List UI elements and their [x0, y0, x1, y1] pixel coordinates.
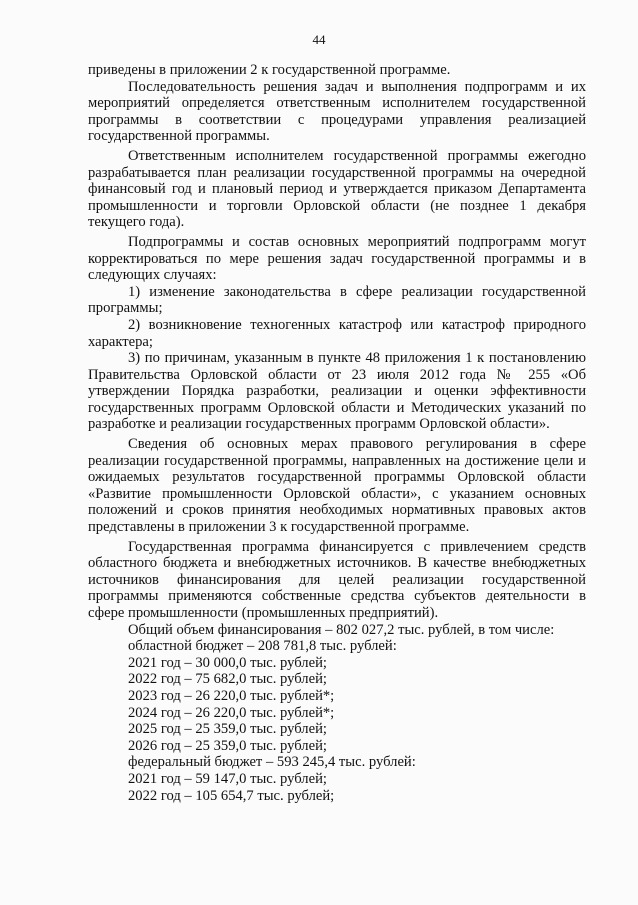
funding-line: 2021 год – 59 147,0 тыс. рублей;	[128, 770, 327, 787]
funding-line: 2026 год – 25 359,0 тыс. рублей;	[128, 737, 327, 754]
funding-line: областной бюджет – 208 781,8 тыс. рублей:	[128, 638, 397, 655]
paragraph: Государственная программа финансируется с привлечением средств областного бюджета и внебюджетных источников. В качестве внебюджетных источников финансирования для целей реализации государственной программы применяются собственные средства субъектов деятельности в сфере промышленности (промышленных предприятий).	[88, 538, 586, 621]
funding-line: 2023 год – 26 220,0 тыс. рублей*;	[128, 687, 335, 704]
list-item: 3) по причинам, указанным в пункте 48 приложения 1 к постановлению Правительства Орловской области от 23 июля 2012 года № 255 «Об утверждении Порядка разработки, реализации и оценки эффективности государственных программ Орловской области и Методических указаний по разработке и реализации государственных программ Орловской области».	[88, 350, 586, 433]
paragraph: приведены в приложении 2 к государственной программе.	[88, 62, 451, 78]
paragraph: Последовательность решения задач и выполнения подпрограмм и их мероприятий определяется ответственным исполнителем государственной программы в соответствии с процедурами управления реализацией государственной программы.	[88, 78, 586, 145]
paragraph: Подпрограммы и состав основных мероприятий подпрограмм могут корректироваться по мере решения задач государственной программы и в следующих случаях:	[88, 233, 586, 284]
funding-line: Общий объем финансирования – 802 027,2 тыс. рублей, в том числе:	[128, 621, 555, 638]
funding-line: 2021 год – 30 000,0 тыс. рублей;	[128, 654, 327, 671]
funding-line: 2022 год – 105 654,7 тыс. рублей;	[128, 787, 335, 804]
paragraph: Сведения об основных мерах правового регулирования в сфере реализации государственной программы, направленных на достижение цели и ожидаемых результатов государственной программы Орловской области «Развитие промышленности Орловской области», с указанием основных положений и сроков принятия необходимых нормативных правовых актов представлены в приложении 3 к государственной программе.	[88, 436, 586, 536]
document-body	[88, 62, 586, 804]
funding-line: 2025 год – 25 359,0 тыс. рублей;	[128, 721, 327, 738]
paragraph: Ответственным исполнителем государственной программы ежегодно разрабатывается план реализации государственной программы на очередной финансовый год и плановый период и утверждается приказом Департамента промышленности и торговли Орловской области (не позднее 1 декабря текущего года).	[88, 147, 586, 231]
funding-line: федеральный бюджет – 593 245,4 тыс. рублей:	[128, 754, 416, 771]
funding-line: 2022 год – 75 682,0 тыс. рублей;	[128, 671, 327, 688]
page-number: 44	[312, 32, 326, 47]
funding-line: 2024 год – 26 220,0 тыс. рублей*;	[128, 704, 335, 721]
list-item: 1) изменение законодательства в сфере реализации государственной программы;	[88, 283, 586, 317]
list-item: 2) возникновение техногенных катастроф или катастроф природного характера;	[88, 316, 586, 350]
